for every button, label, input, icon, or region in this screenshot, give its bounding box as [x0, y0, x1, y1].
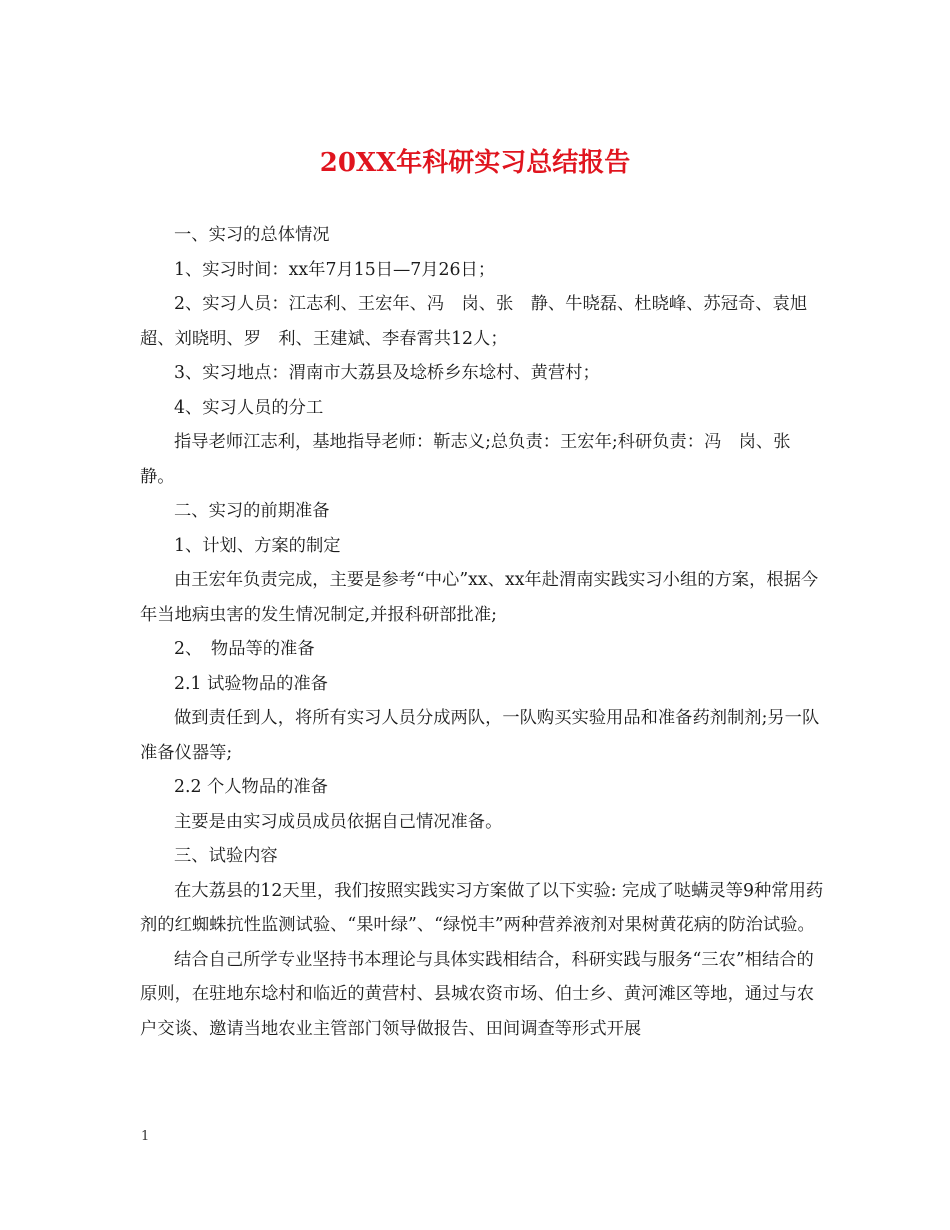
document-body: [140, 218, 830, 1046]
paragraph: 做到责任到人，将所有实习人员分成两队，一队购买实验用品和准备药剂制剂;另一队准备仪器等;: [140, 708, 820, 763]
paragraph: 由王宏年负责完成，主要是参考“中心”xx、xx年赴渭南实践实习小组的方案，根据今年当地病虫害的发生情况制定,并报科研部批准;: [140, 570, 819, 625]
paragraph: 二、实习的前期准备: [174, 501, 330, 521]
paragraph: 指导老师江志利，基地指导老师：靳志义;总负责：王宏年;科研负责：冯 岗、张 静。: [140, 432, 808, 487]
paragraph: 2.2 个人物品的准备: [174, 777, 328, 797]
paragraph: 1、计划、方案的制定: [174, 535, 341, 556]
paragraph: 2、实习人员：江志利、王宏年、冯 岗、张 静、牛晓磊、杜晓峰、苏冠奇、袁旭超、刘晓明、罗 利、王建斌、李春霄共12人；: [140, 294, 808, 349]
paragraph: 2.1 试验物品的准备: [174, 673, 328, 694]
paragraph: 1、实习时间：xx年7月15日—7月26日；: [174, 259, 496, 280]
paragraph: 结合自己所学专业坚持书本理论与具体实践相结合，科研实践与服务“三农”相结合的原则，在驻地东埝村和临近的黄营村、县城农资市场、伯士乡、黄河滩区等地，通过与农户交谈、邀请当地农业主管部门领导做报告、田间调查等形式开展: [140, 949, 814, 1039]
paragraph: 在大荔县的12天里，我们按照实践实习方案做了以下实验: 完成了哒螨灵等9种常用药剂的红蜘蛛抗性监测试验、“果叶绿”、“绿悦丰”两种营养液剂对果树黄花病的防治试验。: [140, 880, 824, 935]
page-number: 1: [141, 1129, 150, 1144]
paragraph: 2、 物品等的准备: [174, 639, 315, 659]
paragraph: 主要是由实习成员成员依据自己情况准备。: [174, 811, 503, 832]
paragraph: 4、实习人员的分工: [174, 397, 324, 418]
paragraph: 一、实习的总体情况: [174, 225, 330, 245]
paragraph: 3、实习地点：渭南市大荔县及埝桥乡东埝村、黄营村；: [174, 363, 600, 383]
paragraph: 三、试验内容: [174, 846, 278, 866]
document-title: 20XX年科研实习总结报告: [319, 148, 631, 178]
